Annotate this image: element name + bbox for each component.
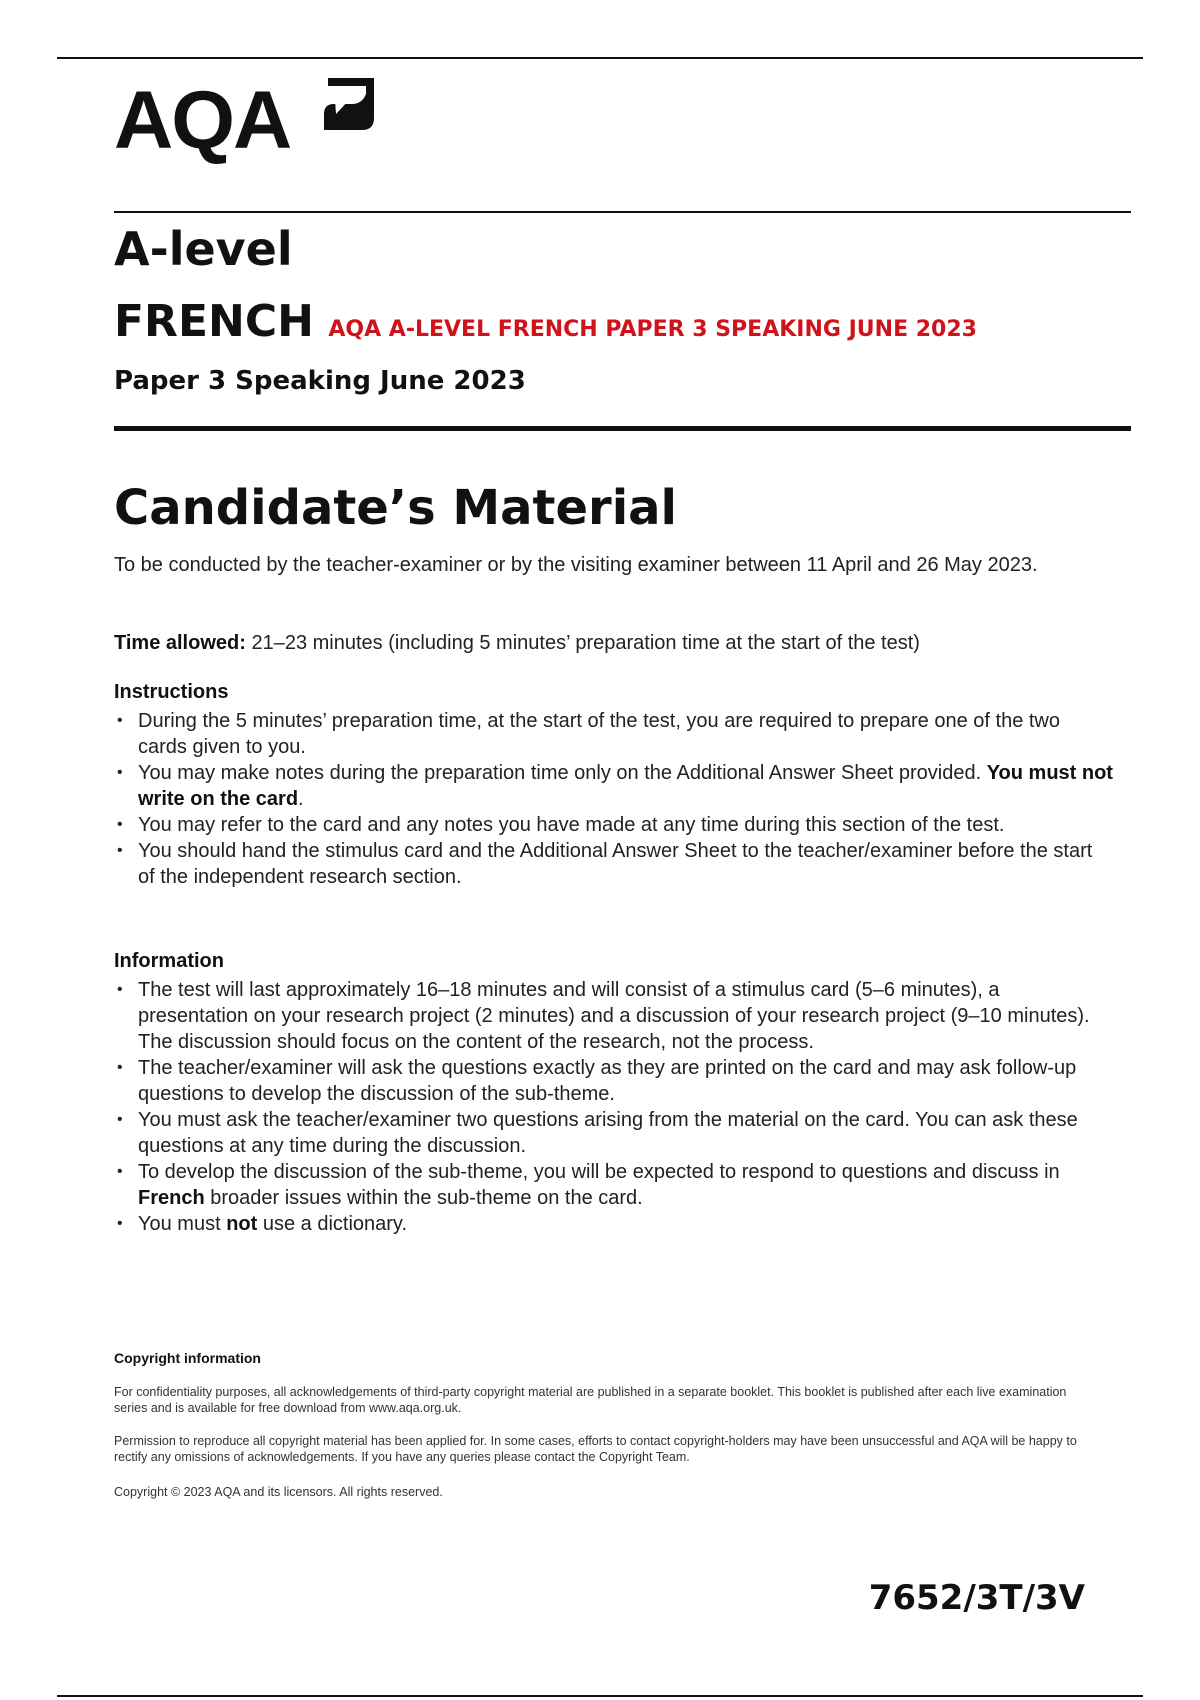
list-item: • To develop the discussion of the sub-theme, you will be expected to respond to questions and discuss in French broader issues within the sub-theme on the card. xyxy=(114,1159,1114,1211)
level-title: A-level xyxy=(114,222,293,276)
aqa-logo-text: AQA xyxy=(114,75,291,166)
paper-tag: AQA A-LEVEL FRENCH PAPER 3 SPEAKING JUNE 2023 xyxy=(328,317,977,342)
time-value: 21–23 minutes (including 5 minutes’ preparation time at the start of the test) xyxy=(245,632,920,654)
aqa-logo xyxy=(114,74,384,170)
instructions-list xyxy=(114,708,1114,890)
bottom-rule xyxy=(57,1695,1143,1697)
instructions-heading: Instructions xyxy=(114,681,229,703)
top-rule xyxy=(57,57,1143,59)
information-list xyxy=(114,977,1114,1237)
list-item: • You must ask the teacher/examiner two questions arising from the material on the card. You can ask these questions at any time during the discussion. xyxy=(114,1107,1114,1159)
header-rule xyxy=(114,211,1131,213)
paper-subtitle: Paper 3 Speaking June 2023 xyxy=(114,366,526,396)
information-heading: Information xyxy=(114,950,224,972)
list-item: • You may make notes during the preparation time only on the Additional Answer Sheet provided. You must not write on the card. xyxy=(114,760,1114,812)
list-item: • You should hand the stimulus card and the Additional Answer Sheet to the teacher/examiner before the start of the independent research section. xyxy=(114,838,1114,890)
copyright-paragraph-3: Copyright © 2023 AQA and its licensors. All rights reserved. xyxy=(114,1485,443,1499)
subject-title: FRENCH xyxy=(114,296,314,347)
list-item: • During the 5 minutes’ preparation time, at the start of the test, you are required to prepare one of the two cards given to you. xyxy=(114,708,1114,760)
list-item: • You must not use a dictionary. xyxy=(114,1211,1114,1237)
paper-code: 7652/3T/3V xyxy=(868,1578,1085,1618)
time-label: Time allowed: xyxy=(114,632,246,654)
conducted-text: To be conducted by the teacher-examiner or by the visiting examiner between 11 April and 26 May 2023. xyxy=(114,554,1038,576)
list-item: • The teacher/examiner will ask the questions exactly as they are printed on the card and may ask follow-up questions to develop the discussion of the sub-theme. xyxy=(114,1055,1114,1107)
copyright-paragraph-2: Permission to reproduce all copyright material has been applied for. In some cases, efforts to contact copyright-holders may have been unsuccessful and AQA will be happy to rectify any omissions of acknowledgements. If you have any queries please contact the Copyright Team. xyxy=(114,1434,1077,1464)
time-allowed xyxy=(114,630,1114,656)
list-item: • You may refer to the card and any notes you have made at any time during this section of the test. xyxy=(114,812,1114,838)
page-title: Candidate’s Material xyxy=(114,480,677,536)
copyright-paragraph-1: For confidentiality purposes, all acknowledgements of third-party copyright material are published in a separate booklet. This booklet is published after each live examination series and is available for free download from www.aqa.org.uk. xyxy=(114,1385,1067,1415)
copyright-heading: Copyright information xyxy=(114,1350,261,1366)
aqa-logo-mark-icon xyxy=(320,74,380,136)
subject-line xyxy=(114,296,977,347)
title-rule xyxy=(114,426,1131,431)
list-item: • The test will last approximately 16–18 minutes and will consist of a stimulus card (5–6 minutes), a presentation on your research project (2 minutes) and a discussion of your research project (9–10 minutes). The discussion should focus on the content of the research, not the process. xyxy=(114,977,1114,1055)
